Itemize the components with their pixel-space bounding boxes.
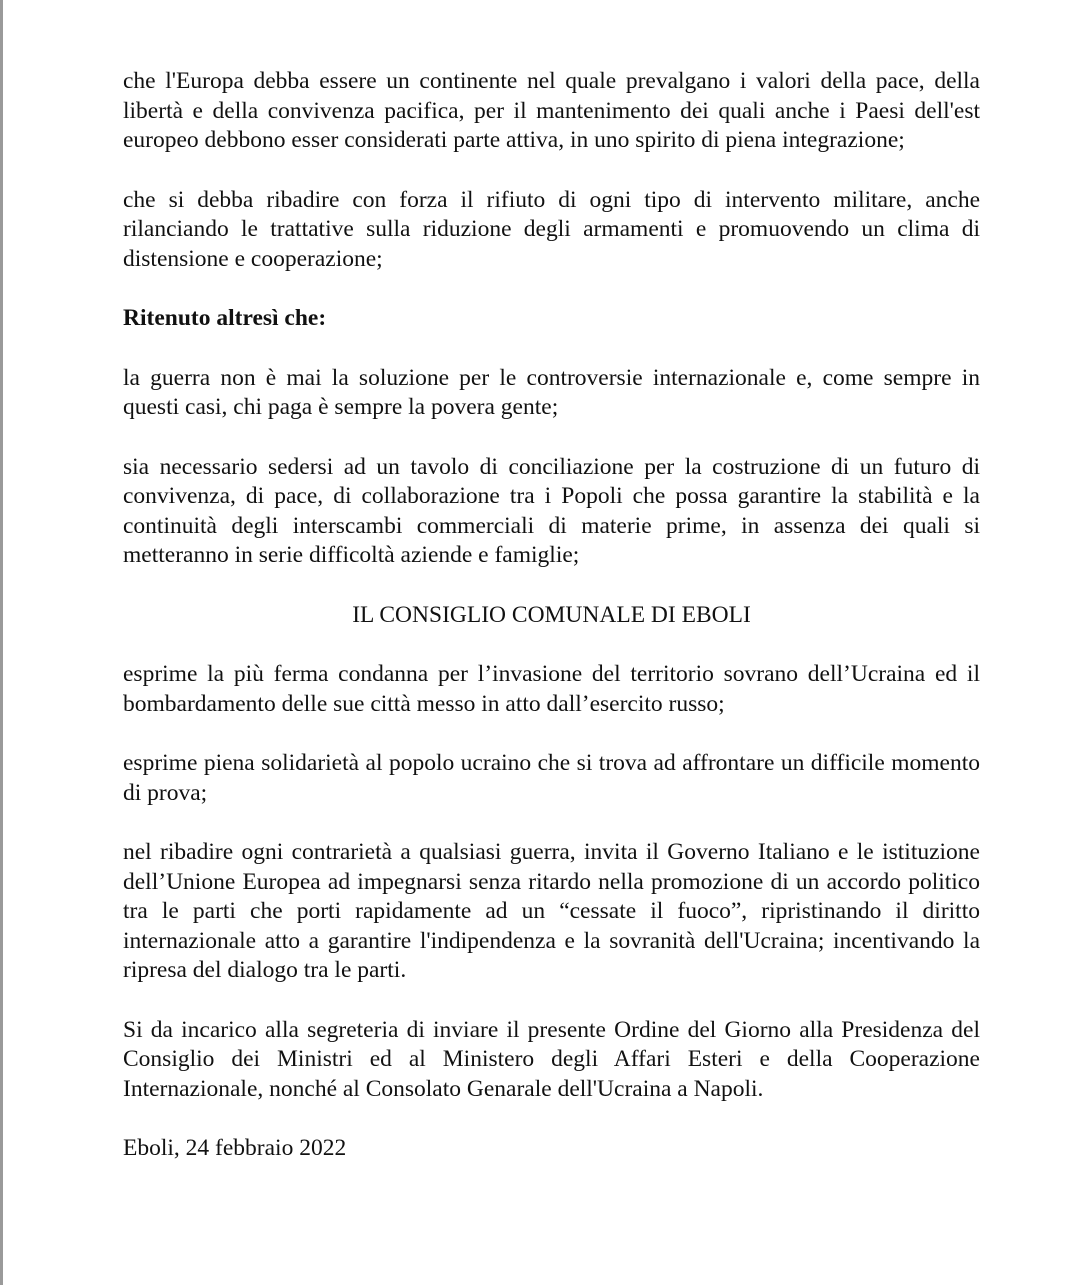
paragraph-war-solution: la guerra non è mai la soluzione per le controversie internazionale e, come sempre in questi casi, chi paga è sempre la povera gente; [123, 364, 980, 420]
resolution-ceasefire: nel ribadire ogni contrarietà a qualsiasi guerra, invita il Governo Italiano e le istituzione dell’Unione Europea ad impegnarsi senza ritardo nella promozione di un accordo politico tra le parti che porti rapidamente ad un “cessate il fuoco”, ripristinando il diritto internazionale atto a garantire l'indipendenza e la sovranità dell'Ucraina; incentivando la ripresa del dialogo tra le parti. [123, 839, 980, 983]
paragraph-conciliation: sia necessario sedersi ad un tavolo di conciliazione per la costruzione di un futuro di convivenza, di pace, di collaborazione tra i Popoli che possa garantire la stabilità e la continuità degli interscambi commerciali di materie prime, in assenza dei quali si metteranno in serie difficoltà aziende e famiglie; [123, 453, 980, 568]
section-heading: Ritenuto altresì che: [123, 305, 327, 331]
page-left-edge [0, 0, 3, 1285]
resolution-solidarity: esprime piena solidarietà al popolo ucraino che si trova ad affrontare un difficile momento di prova; [123, 750, 980, 806]
document-body [123, 67, 980, 1164]
resolution-condemnation: esprime la più ferma condanna per l’invasione del territorio sovrano dell’Ucraina ed il bombardamento delle sue città messo in atto dall’esercito russo; [123, 661, 980, 717]
resolution-secretariat: Si da incarico alla segreteria di inviare il presente Ordine del Giorno alla Presidenza del Consiglio dei Ministri ed al Ministero degli Affari Esteri e della Cooperazione Internazionale, nonché al Consolato Genarale dell'Ucraina a Napoli. [123, 1016, 980, 1102]
date-line: Eboli, 24 febbraio 2022 [123, 1135, 347, 1161]
paragraph-europe-values: che l'Europa debba essere un continente nel quale prevalgano i valori della pace, della libertà e della convivenza pacifica, per il mantenimento dei quali anche i Paesi dell'est europeo debbono esser considerati parte attiva, in uno spirito di piena integrazione; [123, 68, 980, 153]
paragraph-military-intervention: che si debba ribadire con forza il rifiuto di ogni tipo di intervento militare, anche rilanciando le trattative sulla riduzione degli armamenti e promuovendo un clima di distensione e cooperazione; [123, 186, 980, 272]
council-title: IL CONSIGLIO COMUNALE DI EBOLI [352, 601, 751, 628]
